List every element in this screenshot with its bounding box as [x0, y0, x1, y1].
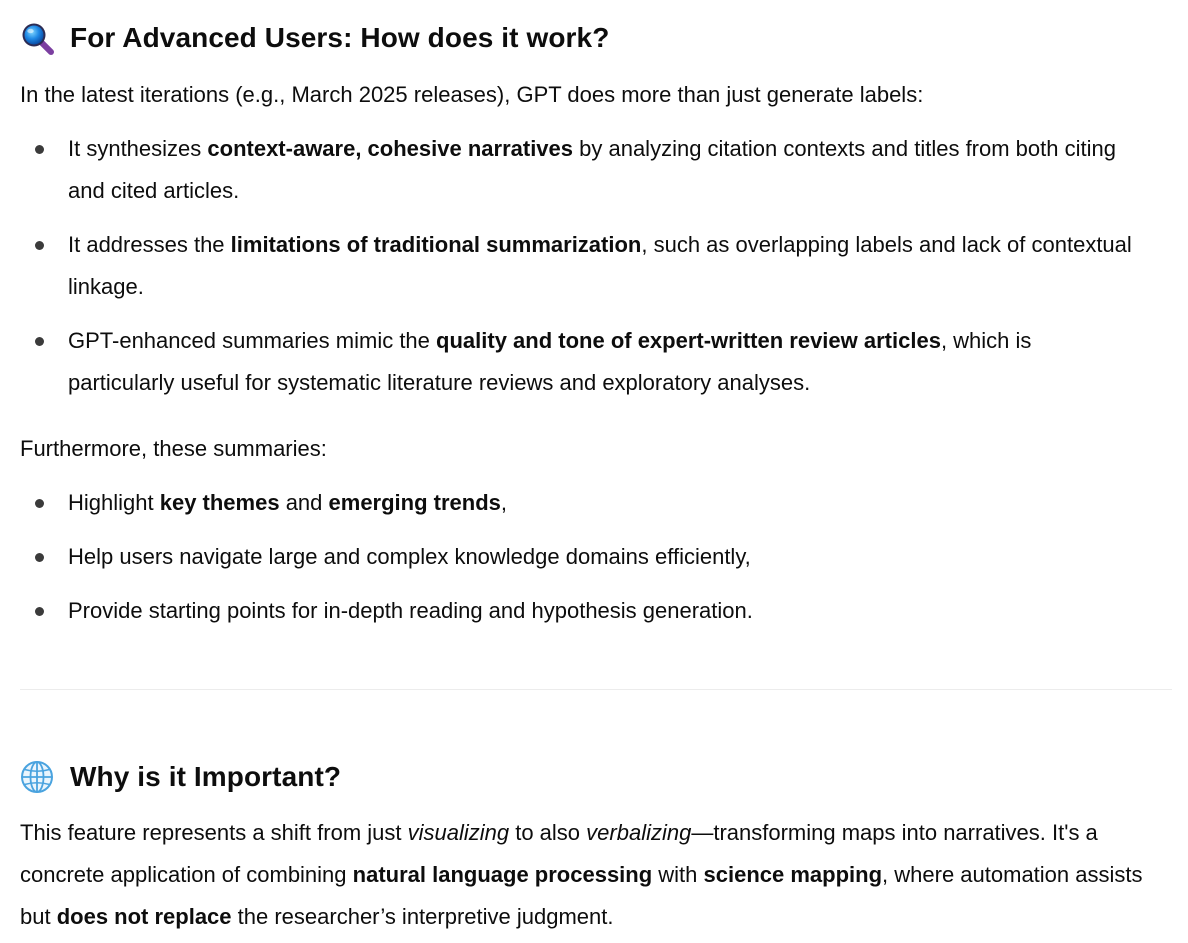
intro-paragraph: In the latest iterations (e.g., March 2025 releases), GPT does more than just generate labels: — [20, 82, 924, 107]
why-paragraph — [20, 812, 1172, 938]
bullet-dot — [35, 553, 44, 562]
paragraph-italic: visualizing — [407, 820, 510, 845]
list-item-text: , which is particularly useful for systematic literature reviews and exploratory analyses. — [68, 328, 1032, 395]
list-item-text: Provide starting points for in-depth reading and hypothesis generation. — [68, 598, 753, 623]
list-item-bold: limitations of traditional summarization — [230, 232, 642, 257]
list-item-text: , — [500, 490, 508, 515]
bullet-dot — [35, 241, 44, 250]
magnifying-glass-icon — [20, 21, 54, 55]
heading-advanced-users — [20, 21, 609, 55]
bullet-dot — [35, 607, 44, 616]
furthermore-paragraph: Furthermore, these summaries: — [20, 436, 327, 461]
list-item — [20, 320, 1140, 404]
list-item — [20, 536, 1140, 578]
list-item — [20, 590, 1140, 632]
list-item-text: , such as overlapping labels and lack of contextual linkage. — [68, 232, 1132, 299]
list-item-bold: quality and tone of expert-written review articles — [436, 328, 941, 353]
section-divider — [20, 689, 1172, 690]
paragraph-text: to also — [509, 820, 587, 845]
advanced-bullet-list — [20, 128, 1140, 416]
list-item-bold: emerging trends — [328, 490, 501, 515]
list-item-text: by analyzing citation contexts and titles from both citing and cited articles. — [68, 136, 1116, 203]
list-item — [20, 482, 1140, 524]
paragraph-text: the researcher’s interpretive judgment. — [231, 904, 614, 929]
heading-advanced-users-text: For Advanced Users: How does it work? — [70, 22, 610, 53]
paragraph-text: This feature represents a shift from just — [20, 820, 408, 845]
list-item-text: It addresses the — [68, 232, 231, 257]
list-item — [20, 224, 1140, 308]
list-item-text: GPT-enhanced summaries mimic the — [68, 328, 437, 353]
list-item-text: It synthesizes — [68, 136, 208, 161]
bullet-dot — [35, 499, 44, 508]
paragraph-bold: does not replace — [56, 904, 232, 929]
list-item — [20, 128, 1140, 212]
paragraph-text: with — [652, 862, 704, 887]
list-item-bold: context-aware, cohesive narratives — [207, 136, 574, 161]
bullet-dot — [35, 337, 44, 346]
paragraph-italic: verbalizing — [586, 820, 692, 845]
bullet-dot — [35, 145, 44, 154]
heading-why-important-text: Why is it Important? — [70, 761, 342, 792]
heading-why-important — [20, 760, 341, 794]
summaries-bullet-list — [20, 482, 1140, 644]
paragraph-bold: natural language processing — [352, 862, 653, 887]
globe-icon — [20, 760, 54, 794]
list-item-text: Highlight — [68, 490, 160, 515]
list-item-text: Help users navigate large and complex knowledge domains efficiently, — [68, 544, 751, 569]
list-item-bold: key themes — [159, 490, 280, 515]
paragraph-bold: science mapping — [703, 862, 883, 887]
list-item-text: and — [279, 490, 329, 515]
paragraph-text: —transforming maps into narratives. It's a concrete application of combining — [20, 820, 1098, 887]
paragraph-text: , where automation assists but — [20, 862, 1143, 929]
